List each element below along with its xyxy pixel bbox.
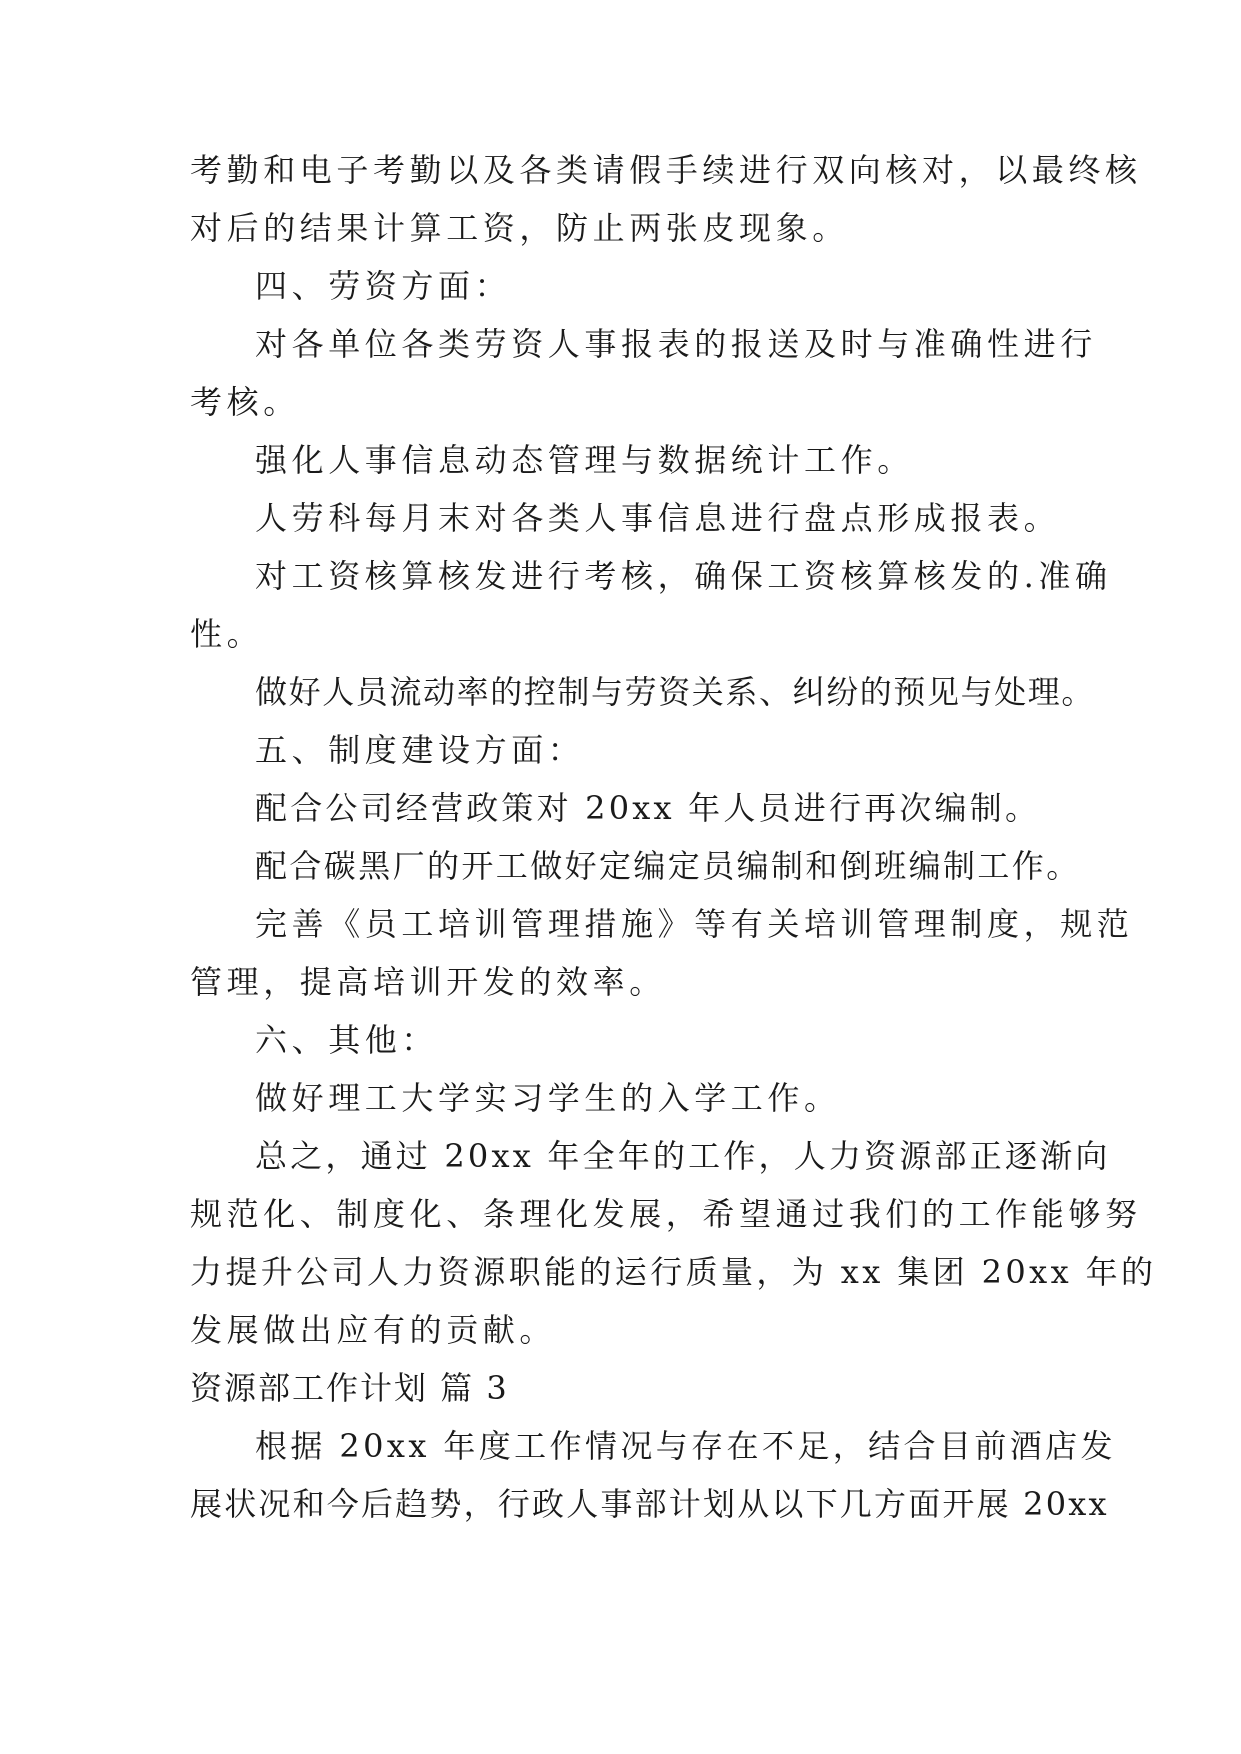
section-heading: 四、劳资方面： — [255, 267, 512, 305]
section-heading: 五、制度建设方面： — [255, 731, 585, 769]
text-line: 做好人员流动率的控制与劳资关系、纠纷的预见与处理。 — [255, 673, 1096, 711]
text-line: 规范化、制度化、条理化发展，希望通过我们的工作能够努 — [190, 1195, 1142, 1233]
text-line: 考勤和电子考勤以及各类请假手续进行双向核对，以最终核 — [190, 151, 1142, 189]
text-line: 对各单位各类劳资人事报表的报送及时与准确性进行 — [255, 325, 1097, 363]
text-line: 完善《员工培训管理措施》等有关培训管理制度，规范 — [255, 905, 1134, 943]
text-line: 对后的结果计算工资，防止两张皮现象。 — [190, 209, 849, 247]
text-line: 配合公司经营政策对 20xx 年人员进行再次编制。 — [255, 789, 1041, 827]
text-line: 做好理工大学实习学生的入学工作。 — [255, 1079, 841, 1117]
text-line: 发展做出应有的贡献。 — [190, 1311, 557, 1349]
text-line: 力提升公司人力资源职能的运行质量，为 xx 集团 20xx 年的 — [190, 1253, 1157, 1291]
article-heading: 资源部工作计划 篇 3 — [190, 1369, 509, 1407]
text-line: 考核。 — [190, 383, 300, 421]
text-line: 性。 — [190, 615, 264, 653]
text-line: 总之，通过 20xx 年全年的工作，人力资源部正逐渐向 — [255, 1137, 1111, 1175]
text-line: 管理，提高培训开发的效率。 — [190, 963, 666, 1001]
text-line: 人劳科每月末对各类人事信息进行盘点形成报表。 — [255, 499, 1061, 537]
text-line: 强化人事信息动态管理与数据统计工作。 — [255, 441, 914, 479]
text-line: 展状况和今后趋势，行政人事部计划从以下几方面开展 20xx — [190, 1485, 1109, 1523]
text-line: 配合碳黑厂的开工做好定编定员编制和倒班编制工作。 — [255, 847, 1081, 885]
text-line: 对工资核算核发进行考核，确保工资核算核发的.准确 — [255, 557, 1112, 595]
section-heading: 六、其他： — [255, 1021, 439, 1059]
text-line: 根据 20xx 年度工作情况与存在不足，结合目前酒店发 — [255, 1427, 1116, 1465]
